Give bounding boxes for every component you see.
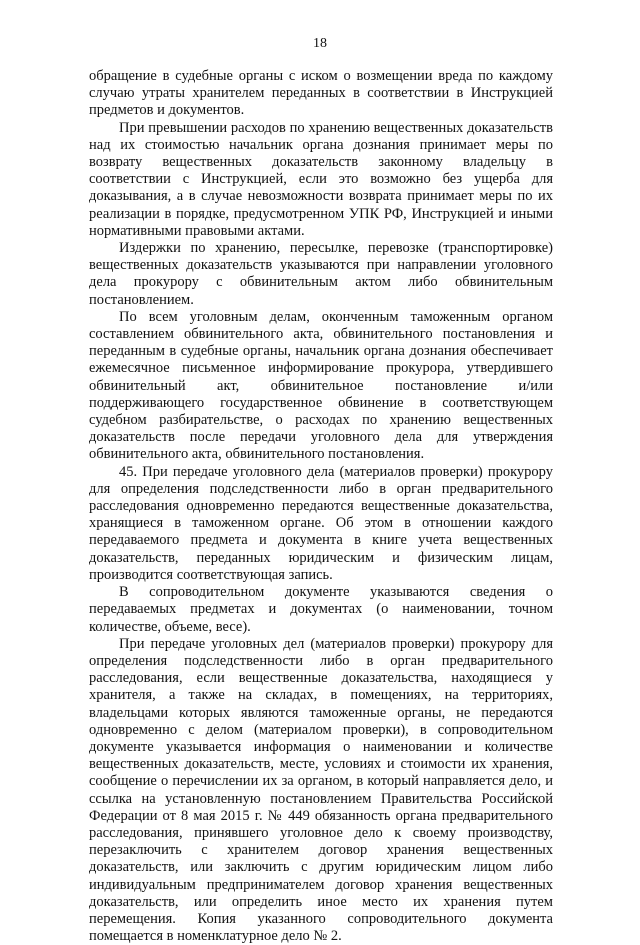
paragraph-prosecutor-informing: По всем уголовным делам, оконченным таможенным органом составлением обвинительного акта, обвинительного постановления и переданным в судебные органы, начальник органа дознания обеспечивает ежемесячное письменное информирование прокурора, утвердившего обвинительный акт, обвинительное постановление и/или поддерживающего государственное обвинение в соответствующем судебном разбирательстве, о расходах по хранению вещественных доказательств после передачи уголовного дела для утверждения обвинительного акта, обвинительного постановления. [89, 308, 553, 463]
paragraph-accompanying-document: В сопроводительном документе указываются сведения о передаваемых предметах и документах (о наименовании, точном количестве, объеме, весе). [89, 584, 553, 635]
document-body [89, 68, 553, 945]
paragraph-item-45: 45. При передаче уголовного дела (материалов проверки) прокурору для определения подследственности либо в орган предварительного расследования одновременно передаются вещественные доказательства, хранящиеся в таможенном органе. Об этом в отношении каждого передаваемого предмета и документа в книге учета вещественных доказательств, переданных юридическим и физическим лицам, производится соответствующая запись. [89, 463, 553, 583]
paragraph-storage-costs: При превышении расходов по хранению вещественных доказательств над их стоимостью начальник органа дознания принимает меры по возврату вещественных доказательств законному владельцу в соответствии с Инструкцией, если это возможно без ущерба для доказывания, а в случае невозможности возврата принимает меры по их реализации в порядке, предусмотренном УПК РФ, Инструкцией и иными нормативными правовыми актами. [89, 119, 553, 239]
paragraph-storage-expenses: Издержки по хранению, пересылке, перевозке (транспортировке) вещественных доказательств указываются при направлении уголовного дела прокурору с обвинительным актом либо обвинительным постановлением. [89, 240, 553, 308]
page-number: 18 [313, 36, 327, 51]
paragraph-continuation: обращение в судебные органы с иском о возмещении вреда по каждому случаю утраты хранителем переданных в соответствии в Инструкцией предметов и документов. [89, 68, 553, 119]
paragraph-transfer-of-cases: При передаче уголовных дел (материалов проверки) прокурору для определения подследственности либо в орган предварительного расследования, если вещественные доказательства, находящиеся у хранителя, а также на складах, в помещениях, на территориях, владельцами которых являются таможенные органы, не передаются одновременно с делом (материалом проверки), в сопроводительном документе указывается информация о наименовании и количестве вещественных доказательств, месте, условиях и стоимости их хранения, сообщение о перечислении их за органом, в который направляется дело, и ссылка на установленную постановлением Правительства Российской Федерации от 8 мая 2015 г. № 449 обязанность органа предварительного расследования, принявшего уголовное дело к своему производству, перезаключить с хранителем договор хранения вещественных доказательств, или заключить с другим юридическим лицом либо индивидуальным предпринимателем договор хранения вещественных доказательств, или определить иное место их хранения путем перемещения. Копия указанного сопроводительного документа помещается в номенклатурное дело № 2. [89, 635, 553, 945]
